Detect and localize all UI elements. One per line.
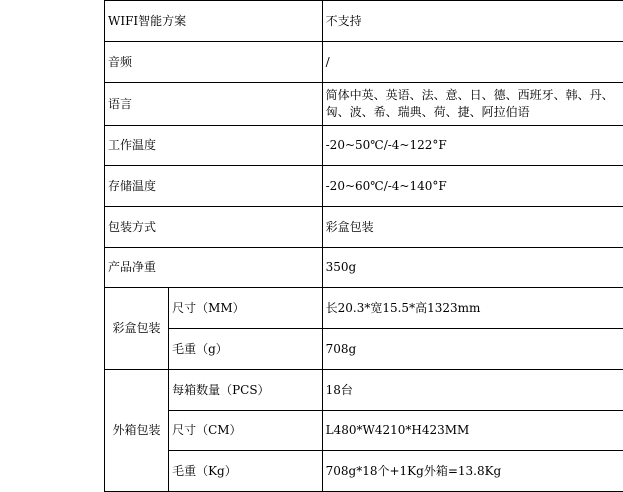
row-label: 产品净重 [105, 248, 323, 288]
item-value: 18台 [322, 370, 623, 411]
row-label: 包装方式 [105, 207, 323, 248]
item-value: 长20.3*宽15.5*高1323mm [322, 288, 623, 329]
row-label: WIFI智能方案 [105, 1, 323, 42]
item-label: 毛重（g） [169, 329, 323, 370]
row-value: / [322, 42, 623, 83]
row-label: 语言 [105, 83, 323, 126]
row-value: 不支持 [322, 1, 623, 42]
row-value: 彩盒包装 [322, 207, 623, 248]
row-value: -20~60℃/-4~140°F [322, 166, 623, 207]
group-label-color-box: 彩盒包装 [105, 288, 169, 370]
table-row [105, 451, 623, 492]
table-row [105, 207, 623, 248]
row-value: -20~50℃/-4~122°F [322, 126, 623, 166]
item-value: 708g [322, 329, 623, 370]
item-label: 尺寸（CM） [169, 411, 323, 451]
row-label: 音频 [105, 42, 323, 83]
item-value: 708g*18个+1Kg外箱=13.8Kg [322, 451, 623, 492]
row-label: 存储温度 [105, 166, 323, 207]
item-value: L480*W4210*H423MM [322, 411, 623, 451]
item-label: 尺寸（MM） [169, 288, 323, 329]
row-value: 350g [322, 248, 623, 288]
table-row [105, 288, 623, 329]
row-value: 简体中英、英语、法、意、日、德、西班牙、韩、丹、匈、波、希、瑞典、荷、捷、阿拉伯语 [322, 83, 623, 126]
table-row [105, 248, 623, 288]
row-label: 工作温度 [105, 126, 323, 166]
table-row [105, 329, 623, 370]
table-row [105, 411, 623, 451]
item-label: 每箱数量（PCS） [169, 370, 323, 411]
table-row [105, 166, 623, 207]
table-row [105, 83, 623, 126]
table-row [105, 1, 623, 42]
table-row [105, 126, 623, 166]
group-label-outer-box: 外箱包装 [105, 370, 169, 492]
item-label: 毛重（Kg） [169, 451, 323, 492]
table-row [105, 370, 623, 411]
table-row [105, 42, 623, 83]
spec-table [104, 0, 623, 492]
